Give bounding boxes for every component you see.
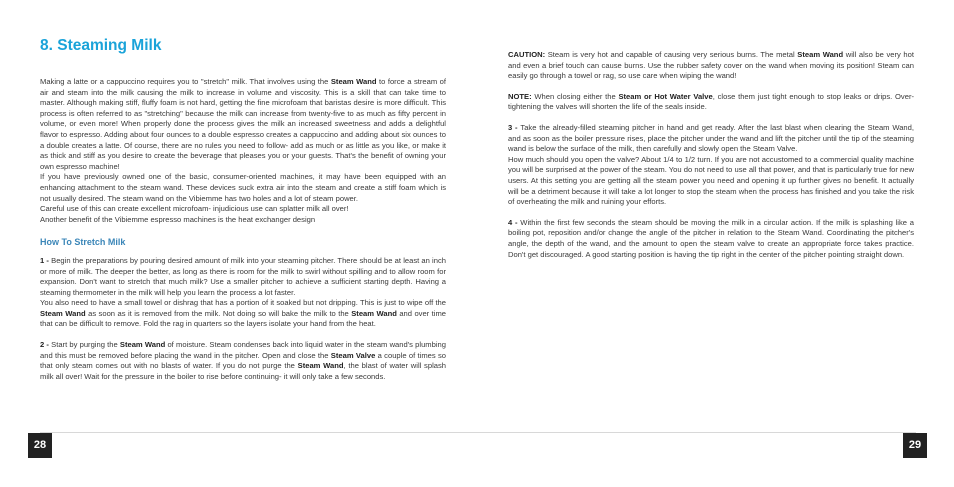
caution-text (508, 50, 914, 82)
paragraph: CAUTION: Steam is very hot and capable of causing very serious burns. The metal Steam Wand will also be very hot and even a brief touch can cause burns. Use the rubber safety cover on the wand when moving its position! Steam can easily go through a towel or rag, so use care when wiping the wand! (508, 50, 914, 81)
step-2-text (40, 340, 446, 382)
paragraph: NOTE: When closing either the Steam or Hot Water Valve, close them just tight enough to stop leaks or drips. Over-tightening the valves will shorten the life of the seals inside. (508, 91, 915, 112)
paragraph: Careful use of this can create excellent microfoam- injudicious use can splatter milk all over! (40, 204, 349, 214)
paragraph: 3 - Take the already-filled steaming pitcher in hand and get ready. After the last blast when clearing the Steam Wand, and as soon as the boiler pressure rises, place the pitcher under the wand and lift the pitcher until the tip of the steaming wand is below the surface of the milk, then carefully and slowly open the Steam Valve. (508, 122, 914, 154)
paragraph: How much should you open the valve? About 1/4 to 1/2 turn. If you are not accustomed to a commercial quality machine you will be surprised at the power of the steam. You do not need to use all that power, and that is particularly true for new users. At this setting you are getting all the steam power you need and opening it up further gives no benefit. It actually will be a detriment because it will take a lot longer to stop the steam when the process has finished and you take the risk of overheating the milk and ruining your efforts. (508, 154, 914, 207)
step-4-text (508, 218, 914, 260)
page-number-left: 28 (28, 433, 52, 458)
paragraph: You also need to have a small towel or dishrag that has a portion of it soaked but not dripping. This is just to wipe off the Steam Wand as soon as it is removed from the milk. Not doing so will bake the milk to the Steam Wand and over time that can be difficult to remove. Fold the rag in quarters so the layers isolate your hand from the heat. (40, 298, 447, 329)
paragraph: Making a latte or a cappuccino requires you to "stretch" milk. That involves using the Steam Wand to force a stream of air and steam into the milk causing the milk to increase in volume and viscosity. This is a skill that can take time to master. Although making stiff, fluffy foam is not hard, getting the fine microfoam that baristas desire is more difficult. This process is often referred to as "stretching" because the milk can increase from twenty-five to as much as fifty percent in volume, or even more! When properly done the process gives the milk an increased sweetness and adds a delightful flavor to espresso. Adding about four ounces to a double espresso creates a cappuccino and adding about six ounces to a double creates a latte. Of course, there are no rules you need to follow- add as much or as little as you like, or make it as thick and stiff as you desire to create the beverage that pleases you or your guests. That's the benefit of owning your own espresso machine! (40, 77, 446, 171)
intro-text (40, 77, 446, 225)
paragraph: 1 - Begin the preparations by pouring desired amount of milk into your steaming pitcher. There should be at least an inch or more of milk. The deeper the better, as long as there is room for the milk to swirl without spilling and to allow room for expansion. Don't want to stretch that much milk? Use a smaller pitcher to achieve a sufficient starting depth. Having a steaming thermometer in the milk will help you learn the process a lot faster. (40, 255, 446, 297)
note-text (508, 92, 914, 113)
subheading-how-to-stretch-milk: How To Stretch Milk (40, 237, 126, 248)
step-1-text (40, 256, 446, 330)
section-title: 8. Steaming Milk (40, 37, 162, 54)
paragraph: If you have previously owned one of the basic, consumer-oriented machines, it may have been equipped with an enhancing attachment to the steam wand. These devices suck extra air into the steam and create a stiff foam which is not usually desired. The steam wand on the Vibiemme has two holes and a lot of steam power. (40, 172, 446, 203)
page-number-right: 29 (903, 433, 927, 458)
footer-divider (40, 432, 916, 433)
paragraph: 2 - Start by purging the Steam Wand of moisture. Steam condenses back into liquid water in the steam wand's plumbing and this must be removed before placing the wand in the pitcher. Open and close the Steam Valve a couple of times so that only steam comes out with no blasts of water. If you do not purge the Steam Wand, the blast of water will splash milk all over! Wait for the pressure in the boiler to rise before continuing- it will only take a few seconds. (40, 340, 447, 381)
step-3-text (508, 123, 914, 208)
right-page-column (508, 50, 914, 260)
left-page-column (40, 37, 446, 382)
paragraph: Another benefit of the Vibiemme espresso machines is the heat exchanger design (40, 214, 316, 224)
paragraph: 4 - Within the first few seconds the steam should be moving the milk in a circular action. If the milk is splashing like a boiling pot, reposition and/or change the angle of the pitcher in relation to the Steam Wand. Coordinating the pitcher's angle, the depth of the wand, and the amount to open the steam valve to create an appropriate force takes practice. Don't get discouraged. A good starting position is having the tip right in the center of the pitcher pointing straight down. (508, 217, 914, 259)
